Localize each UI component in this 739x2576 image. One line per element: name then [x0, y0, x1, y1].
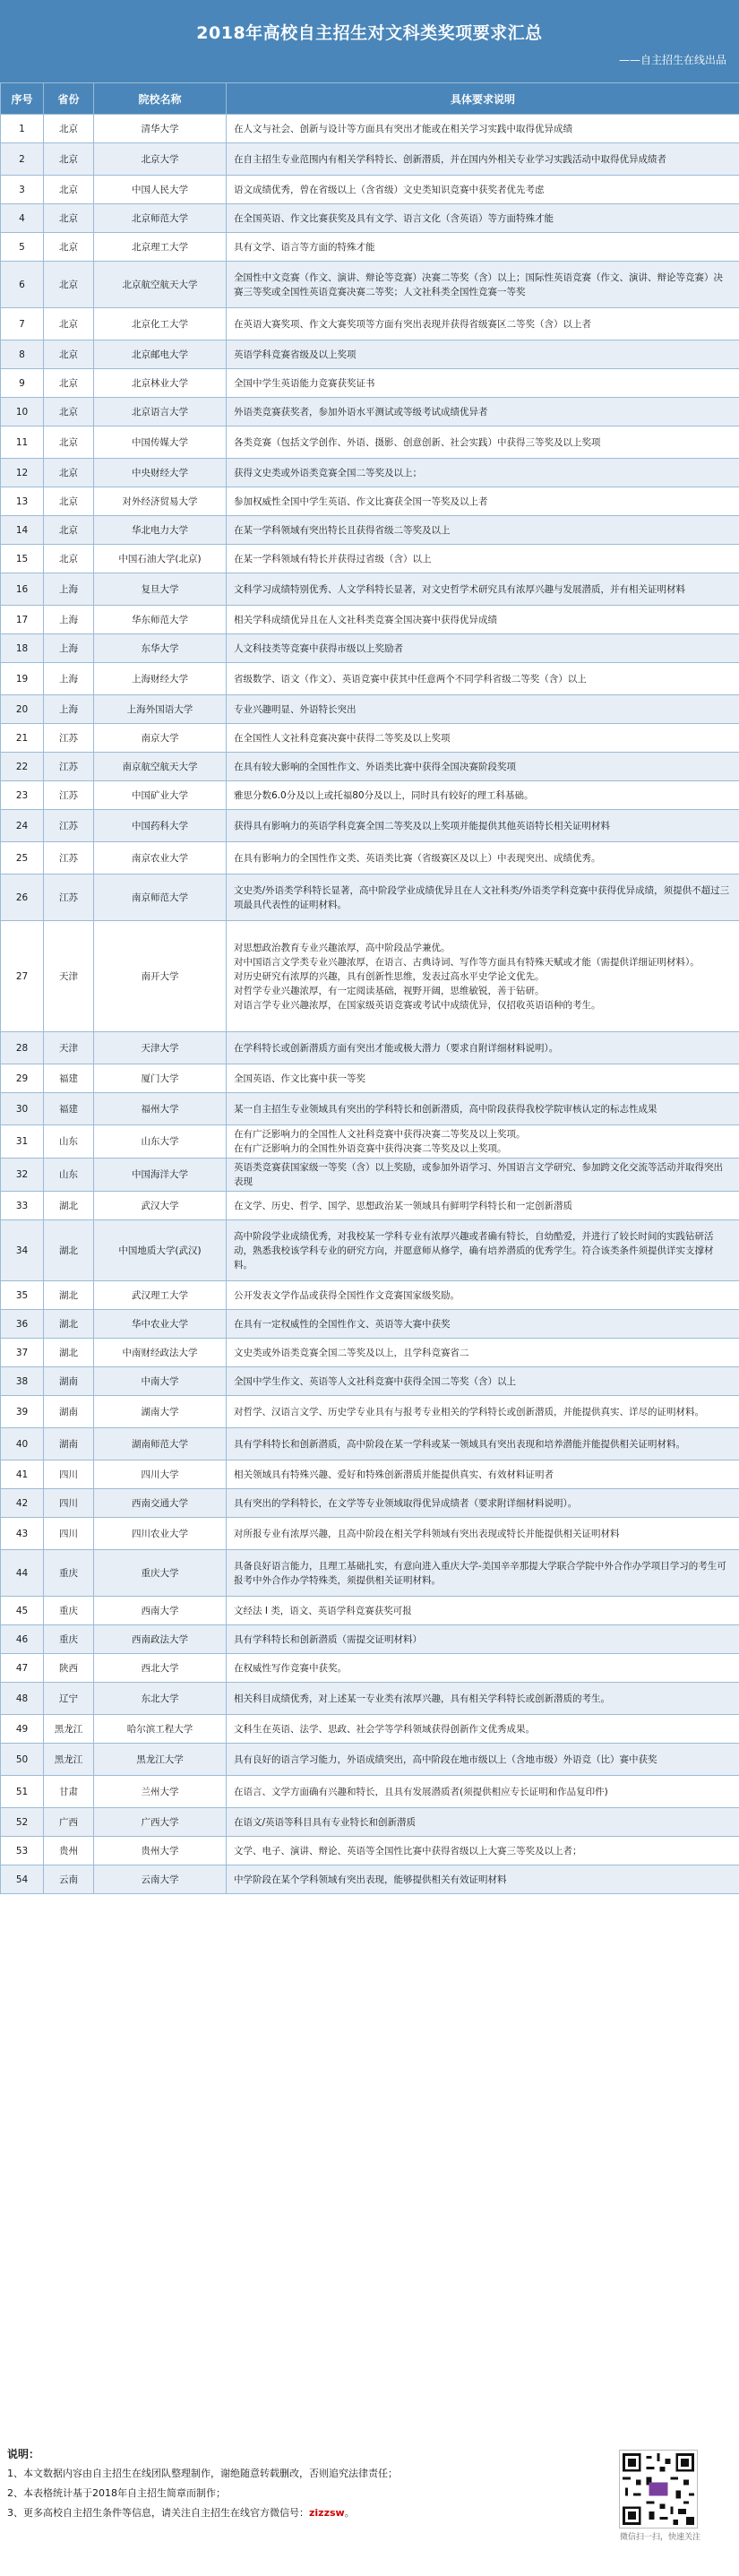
cell-requirement: 对哲学、汉语言文学、历史学专业具有与报考专业相关的学科特长或创新潜质，并能提供真实、详尽的证明材料。 — [227, 1396, 739, 1428]
cell-school: 贵州大学 — [94, 1837, 227, 1865]
cell-school: 西南交通大学 — [94, 1489, 227, 1518]
cell-requirement: 获得具有影响力的英语学科竞赛全国二等奖及以上奖项并能提供其他英语特长相关证明材料 — [227, 810, 739, 842]
cell-index: 35 — [1, 1281, 44, 1310]
cell-school: 上海外国语大学 — [94, 695, 227, 724]
cell-province: 北京 — [44, 487, 94, 516]
table-row — [1, 663, 739, 695]
cell-school: 中国人民大学 — [94, 176, 227, 204]
table-row — [1, 369, 739, 398]
cell-requirement: 英语类竞赛获国家级一等奖（含）以上奖励，或参加外语学习、外国语言文学研究、参加跨文化交流等活动并取得突出表现 — [227, 1159, 739, 1192]
cell-index: 52 — [1, 1808, 44, 1837]
cell-requirement: 文经法 I 类，语文、英语学科竞赛获奖可报 — [227, 1597, 739, 1625]
table-row — [1, 176, 739, 204]
note-item-text: 3、更多高校自主招生条件等信息，请关注自主招生在线官方微信号： — [7, 2507, 309, 2519]
note-item: 1、本文数据内容由自主招生在线团队整理制作，谢绝随意转载删改，否则追究法律责任； — [7, 2468, 398, 2479]
table-row — [1, 1367, 739, 1396]
cell-requirement: 某一自主招生专业领域具有突出的学科特长和创新潜质，高中阶段获得我校学院审核认定的标志性成果 — [227, 1093, 739, 1125]
cell-province: 黑龙江 — [44, 1715, 94, 1744]
table-row — [1, 1518, 739, 1550]
cell-province: 湖南 — [44, 1428, 94, 1460]
cell-school: 南京航空航天大学 — [94, 753, 227, 781]
cell-school: 哈尔滨工程大学 — [94, 1715, 227, 1744]
cell-province: 北京 — [44, 262, 94, 308]
cell-requirement: 全国性中文竞赛（作文、演讲、辩论等竞赛）决赛二等奖（含）以上；国际性英语竞赛（作文、演讲、辩论等竞赛）决赛三等奖或全国性英语竞赛决赛二等奖；人文社科类全国性竞赛一等奖 — [227, 262, 739, 308]
cell-school: 武汉大学 — [94, 1192, 227, 1220]
cell-index: 17 — [1, 606, 44, 634]
table-row — [1, 516, 739, 545]
cell-school: 清华大学 — [94, 115, 227, 143]
table-row — [1, 262, 739, 308]
cell-index: 28 — [1, 1032, 44, 1064]
cell-school: 北京林业大学 — [94, 369, 227, 398]
table-row — [1, 781, 739, 810]
cell-index: 12 — [1, 459, 44, 487]
notes-section — [0, 2437, 739, 2576]
cell-school: 中南财经政法大学 — [94, 1339, 227, 1367]
cell-province: 江苏 — [44, 874, 94, 921]
cell-province: 重庆 — [44, 1550, 94, 1597]
cell-index: 21 — [1, 724, 44, 753]
cell-index: 2 — [1, 143, 44, 176]
cell-province: 湖南 — [44, 1367, 94, 1396]
table-row — [1, 1192, 739, 1220]
requirements-table — [0, 82, 739, 1894]
cell-province: 湖北 — [44, 1220, 94, 1281]
cell-index: 23 — [1, 781, 44, 810]
qr-code-icon[interactable] — [619, 2450, 698, 2529]
table-row — [1, 874, 739, 921]
col-header-province: 省份 — [44, 83, 94, 115]
cell-school: 西南大学 — [94, 1597, 227, 1625]
table-row — [1, 1654, 739, 1683]
table-row — [1, 810, 739, 842]
note-item-suffix: 。 — [344, 2507, 355, 2519]
cell-index: 31 — [1, 1125, 44, 1159]
col-header-index: 序号 — [1, 83, 44, 115]
cell-index: 49 — [1, 1715, 44, 1744]
cell-school: 天津大学 — [94, 1032, 227, 1064]
cell-province: 湖北 — [44, 1339, 94, 1367]
cell-requirement: 在语言、文学方面确有兴趣和特长，且具有发展潜质者(须提供相应专长证明和作品复印件) — [227, 1776, 739, 1808]
cell-index: 18 — [1, 634, 44, 663]
cell-requirement: 具备良好语言能力，且理工基础扎实，有意向进入重庆大学-美国辛辛那提大学联合学院中外合作办学项目学习的考生可报考中外合作办学特殊类，须提供相关证明材料。 — [227, 1550, 739, 1597]
cell-requirement: 在某一学科领域有突出特长且获得省级二等奖及以上 — [227, 516, 739, 545]
cell-requirement: 在英语大赛奖项、作文大赛奖项等方面有突出表现并获得省级赛区二等奖（含）以上者 — [227, 308, 739, 340]
cell-school: 武汉理工大学 — [94, 1281, 227, 1310]
cell-requirement: 具有学科特长和创新潜质，高中阶段在某一学科或某一领域具有突出表现和培养潜能并能提供相关证明材料。 — [227, 1428, 739, 1460]
cell-school: 对外经济贸易大学 — [94, 487, 227, 516]
cell-school: 西南政法大学 — [94, 1625, 227, 1654]
cell-requirement: 全国英语、作文比赛中获一等奖 — [227, 1064, 739, 1093]
cell-province: 四川 — [44, 1460, 94, 1489]
cell-requirement: 全国中学生作文、英语等人文社科竞赛中获得全国二等奖（含）以上 — [227, 1367, 739, 1396]
cell-school: 中国传媒大学 — [94, 426, 227, 459]
table-row — [1, 1064, 739, 1093]
cell-school: 西北大学 — [94, 1654, 227, 1683]
cell-school: 中国矿业大学 — [94, 781, 227, 810]
cell-province: 江苏 — [44, 842, 94, 874]
cell-requirement: 具有突出的学科特长，在文学等专业领域取得优异成绩者（要求附详细材料说明）。 — [227, 1489, 739, 1518]
cell-requirement: 雅思分数6.0分及以上或托福80分及以上，同时具有较好的理工科基础。 — [227, 781, 739, 810]
cell-school: 中国药科大学 — [94, 810, 227, 842]
page-title: 2018年高校自主招生对文科类奖项要求汇总 — [196, 23, 543, 43]
table-row — [1, 1339, 739, 1367]
cell-requirement: 具有学科特长和创新潜质（需提交证明材料） — [227, 1625, 739, 1654]
cell-requirement: 全国中学生英语能力竞赛获奖证书 — [227, 369, 739, 398]
cell-index: 43 — [1, 1518, 44, 1550]
cell-requirement: 专业兴趣明显、外语特长突出 — [227, 695, 739, 724]
wechat-id: zizzsw — [309, 2507, 345, 2519]
cell-index: 44 — [1, 1550, 44, 1597]
cell-school: 北京语言大学 — [94, 398, 227, 426]
table-row — [1, 1125, 739, 1159]
table-row — [1, 143, 739, 176]
cell-province: 湖北 — [44, 1192, 94, 1220]
cell-province: 上海 — [44, 634, 94, 663]
cell-province: 黑龙江 — [44, 1744, 94, 1776]
table-row — [1, 308, 739, 340]
cell-school: 湖南师范大学 — [94, 1428, 227, 1460]
cell-province: 北京 — [44, 516, 94, 545]
cell-school: 复旦大学 — [94, 573, 227, 606]
cell-index: 20 — [1, 695, 44, 724]
col-header-requirement: 具体要求说明 — [227, 83, 739, 115]
cell-index: 45 — [1, 1597, 44, 1625]
cell-province: 湖北 — [44, 1281, 94, 1310]
cell-school: 南开大学 — [94, 921, 227, 1032]
table-row — [1, 233, 739, 262]
table-header-row — [1, 83, 739, 115]
cell-school: 南京农业大学 — [94, 842, 227, 874]
cell-province: 上海 — [44, 663, 94, 695]
cell-province: 江苏 — [44, 810, 94, 842]
table-row — [1, 1625, 739, 1654]
cell-requirement: 文学、电子、演讲、辩论、英语等全国性比赛中获得省级以上大赛三等奖及以上者； — [227, 1837, 739, 1865]
cell-index: 34 — [1, 1220, 44, 1281]
cell-requirement: 在全国性人文社科竞赛决赛中获得二等奖及以上奖项 — [227, 724, 739, 753]
cell-index: 27 — [1, 921, 44, 1032]
note-item — [7, 2505, 355, 2520]
cell-index: 11 — [1, 426, 44, 459]
cell-school: 北京邮电大学 — [94, 340, 227, 369]
table-row — [1, 1865, 739, 1894]
cell-requirement: 具有良好的语言学习能力，外语成绩突出，高中阶段在地市级以上（含地市级）外语竞（比）赛中获奖 — [227, 1744, 739, 1776]
cell-province: 上海 — [44, 606, 94, 634]
cell-school: 兰州大学 — [94, 1776, 227, 1808]
cell-school: 北京理工大学 — [94, 233, 227, 262]
cell-province: 山东 — [44, 1125, 94, 1159]
cell-province: 北京 — [44, 204, 94, 233]
cell-requirement: 在文学、历史、哲学、国学、思想政治某一领域具有鲜明学科特长和一定创新潜质 — [227, 1192, 739, 1220]
cell-province: 云南 — [44, 1865, 94, 1894]
cell-school: 北京大学 — [94, 143, 227, 176]
cell-requirement: 语文成绩优秀，曾在省级以上（含省级）文史类知识竞赛中获奖者优先考虑 — [227, 176, 739, 204]
header-banner — [0, 0, 739, 82]
cell-index: 37 — [1, 1339, 44, 1367]
cell-school: 山东大学 — [94, 1125, 227, 1159]
cell-index: 3 — [1, 176, 44, 204]
cell-province: 广西 — [44, 1808, 94, 1837]
cell-school: 上海财经大学 — [94, 663, 227, 695]
cell-province: 湖北 — [44, 1310, 94, 1339]
cell-school: 中国地质大学(武汉) — [94, 1220, 227, 1281]
cell-index: 26 — [1, 874, 44, 921]
cell-province: 上海 — [44, 695, 94, 724]
table-row — [1, 1744, 739, 1776]
table-row — [1, 1776, 739, 1808]
cell-requirement: 在人文与社会、创新与设计等方面具有突出才能或在相关学习实践中取得优异成绩 — [227, 115, 739, 143]
table-row — [1, 1460, 739, 1489]
cell-index: 36 — [1, 1310, 44, 1339]
cell-province: 北京 — [44, 115, 94, 143]
cell-requirement: 在语文/英语等科目具有专业特长和创新潜质 — [227, 1808, 739, 1837]
cell-index: 51 — [1, 1776, 44, 1808]
cell-province: 江苏 — [44, 724, 94, 753]
cell-index: 14 — [1, 516, 44, 545]
cell-province: 天津 — [44, 921, 94, 1032]
cell-school: 广西大学 — [94, 1808, 227, 1837]
cell-requirement: 文科生在英语、法学、思政、社会学等学科领域获得创新作文优秀成果。 — [227, 1715, 739, 1744]
cell-index: 24 — [1, 810, 44, 842]
cell-index: 46 — [1, 1625, 44, 1654]
cell-province: 甘肃 — [44, 1776, 94, 1808]
cell-requirement: 在权威性写作竞赛中获奖。 — [227, 1654, 739, 1683]
table-row — [1, 115, 739, 143]
table-row — [1, 545, 739, 573]
col-header-school: 院校名称 — [94, 83, 227, 115]
cell-province: 天津 — [44, 1032, 94, 1064]
cell-requirement: 在具有影响力的全国性作文类、英语类比赛（省级赛区及以上）中表现突出、成绩优秀。 — [227, 842, 739, 874]
cell-school: 华东师范大学 — [94, 606, 227, 634]
cell-index: 9 — [1, 369, 44, 398]
cell-school: 南京大学 — [94, 724, 227, 753]
table-row — [1, 340, 739, 369]
table-row — [1, 1310, 739, 1339]
table-row — [1, 1715, 739, 1744]
cell-index: 7 — [1, 308, 44, 340]
table-row — [1, 753, 739, 781]
cell-school: 华北电力大学 — [94, 516, 227, 545]
cell-index: 39 — [1, 1396, 44, 1428]
cell-index: 32 — [1, 1159, 44, 1192]
cell-index: 25 — [1, 842, 44, 874]
cell-school: 北京师范大学 — [94, 204, 227, 233]
table-row — [1, 1428, 739, 1460]
cell-requirement: 外语类竞赛获奖者，参加外语水平测试或等级考试成绩优异者 — [227, 398, 739, 426]
table-row — [1, 426, 739, 459]
source-credit: ——自主招生在线出品 — [618, 54, 726, 66]
table-row — [1, 1683, 739, 1715]
table-row — [1, 204, 739, 233]
cell-school: 东北大学 — [94, 1683, 227, 1715]
cell-requirement: 文科学习成绩特别优秀、人文学科特长显著，对文史哲学术研究具有浓厚兴趣与发展潜质，并有相关证明材料 — [227, 573, 739, 606]
table-row — [1, 921, 739, 1032]
cell-requirement: 参加权威性全国中学生英语、作文比赛获全国一等奖及以上者 — [227, 487, 739, 516]
cell-requirement: 在全国英语、作文比赛获奖及具有文学、语言文化（含英语）等方面特殊才能 — [227, 204, 739, 233]
cell-requirement: 人文科技类等竞赛中获得市级以上奖励者 — [227, 634, 739, 663]
cell-province: 湖南 — [44, 1396, 94, 1428]
cell-school: 东华大学 — [94, 634, 227, 663]
cell-province: 北京 — [44, 369, 94, 398]
cell-province: 贵州 — [44, 1837, 94, 1865]
table-row — [1, 724, 739, 753]
cell-province: 北京 — [44, 398, 94, 426]
cell-school: 华中农业大学 — [94, 1310, 227, 1339]
cell-index: 13 — [1, 487, 44, 516]
cell-index: 50 — [1, 1744, 44, 1776]
cell-school: 北京化工大学 — [94, 308, 227, 340]
table-row — [1, 1159, 739, 1192]
cell-province: 福建 — [44, 1093, 94, 1125]
table-row — [1, 1837, 739, 1865]
cell-province: 陕西 — [44, 1654, 94, 1683]
table-row — [1, 487, 739, 516]
table-row — [1, 842, 739, 874]
cell-school: 重庆大学 — [94, 1550, 227, 1597]
note-item: 2、本表格统计基于2018年自主招生简章而制作； — [7, 2487, 226, 2499]
table-row — [1, 634, 739, 663]
cell-index: 15 — [1, 545, 44, 573]
cell-requirement: 具有文学、语言等方面的特殊才能 — [227, 233, 739, 262]
cell-province: 北京 — [44, 233, 94, 262]
cell-index: 53 — [1, 1837, 44, 1865]
cell-index: 29 — [1, 1064, 44, 1093]
cell-school: 中央财经大学 — [94, 459, 227, 487]
cell-requirement: 相关学科成绩优异且在人文社科类竞赛全国决赛中获得优异成绩 — [227, 606, 739, 634]
cell-province: 上海 — [44, 573, 94, 606]
cell-school: 厦门大学 — [94, 1064, 227, 1093]
table-body — [1, 115, 739, 1894]
cell-school: 南京师范大学 — [94, 874, 227, 921]
table-row — [1, 1093, 739, 1125]
cell-school: 四川农业大学 — [94, 1518, 227, 1550]
cell-index: 40 — [1, 1428, 44, 1460]
table-row — [1, 1550, 739, 1597]
cell-index: 38 — [1, 1367, 44, 1396]
cell-province: 四川 — [44, 1489, 94, 1518]
cell-requirement: 各类竞赛（包括文学创作、外语、摄影、创意创新、社会实践）中获得三等奖及以上奖项 — [227, 426, 739, 459]
cell-requirement: 在某一学科领域有特长并获得过省级（含）以上 — [227, 545, 739, 573]
cell-requirement: 获得文史类或外语类竞赛全国二等奖及以上； — [227, 459, 739, 487]
table-row — [1, 398, 739, 426]
table-row — [1, 1396, 739, 1428]
cell-province: 江苏 — [44, 753, 94, 781]
cell-school: 湖南大学 — [94, 1396, 227, 1428]
cell-requirement: 公开发表文学作品或获得全国性作文竞赛国家级奖励。 — [227, 1281, 739, 1310]
cell-index: 8 — [1, 340, 44, 369]
cell-province: 北京 — [44, 459, 94, 487]
cell-index: 10 — [1, 398, 44, 426]
cell-province: 四川 — [44, 1518, 94, 1550]
table-row — [1, 459, 739, 487]
cell-province: 江苏 — [44, 781, 94, 810]
cell-province: 北京 — [44, 176, 94, 204]
cell-province: 重庆 — [44, 1625, 94, 1654]
cell-school: 云南大学 — [94, 1865, 227, 1894]
cell-index: 54 — [1, 1865, 44, 1894]
cell-province: 山东 — [44, 1159, 94, 1192]
cell-index: 5 — [1, 233, 44, 262]
cell-requirement: 在有广泛影响力的全国性人文社科竞赛中获得决赛二等奖及以上奖项。 在有广泛影响力的全国性外语竞赛中获得决赛二等奖及以上奖项。 — [227, 1125, 739, 1159]
table-row — [1, 1281, 739, 1310]
cell-requirement: 省级数学、语文（作文）、英语竞赛中获其中任意两个不同学科省级二等奖（含）以上 — [227, 663, 739, 695]
cell-province: 北京 — [44, 143, 94, 176]
table-row — [1, 1489, 739, 1518]
cell-school: 中国海洋大学 — [94, 1159, 227, 1192]
cell-requirement: 在学科特长或创新潜质方面有突出才能或极大潜力（要求自附详细材料说明）。 — [227, 1032, 739, 1064]
cell-school: 黑龙江大学 — [94, 1744, 227, 1776]
cell-requirement: 对所报专业有浓厚兴趣，且高中阶段在相关学科领域有突出表现或特长并能提供相关证明材料 — [227, 1518, 739, 1550]
cell-requirement: 文史类/外语类学科特长显著，高中阶段学业成绩优异且在人文社科类/外语类学科竞赛中获得优异成绩，须提供不超过三项最具代表性的证明材料。 — [227, 874, 739, 921]
cell-province: 福建 — [44, 1064, 94, 1093]
cell-province: 北京 — [44, 340, 94, 369]
cell-province: 辽宁 — [44, 1683, 94, 1715]
cell-province: 北京 — [44, 426, 94, 459]
cell-school: 中南大学 — [94, 1367, 227, 1396]
cell-index: 22 — [1, 753, 44, 781]
table-row — [1, 606, 739, 634]
cell-requirement: 在具有较大影响的全国性作文、外语类比赛中获得全国决赛阶段奖项 — [227, 753, 739, 781]
cell-index: 48 — [1, 1683, 44, 1715]
cell-province: 重庆 — [44, 1597, 94, 1625]
cell-index: 47 — [1, 1654, 44, 1683]
cell-index: 41 — [1, 1460, 44, 1489]
cell-requirement: 高中阶段学业成绩优秀，对我校某一学科专业有浓厚兴趣或者确有特长，自幼酷爱，并进行了较长时间的实践钻研活动，熟悉我校该学科专业的研究方向，并愿意师从修学，确有培养潜质的优秀学生。符合该类条件须提供详实支撑材料。 — [227, 1220, 739, 1281]
cell-school: 四川大学 — [94, 1460, 227, 1489]
table-row — [1, 1032, 739, 1064]
cell-index: 30 — [1, 1093, 44, 1125]
cell-requirement: 相关科目成绩优秀，对上述某一专业类有浓厚兴趣，具有相关学科特长或创新潜质的考生。 — [227, 1683, 739, 1715]
cell-index: 19 — [1, 663, 44, 695]
cell-index: 1 — [1, 115, 44, 143]
qr-caption: 微信扫一扫，快速关注 — [619, 2533, 700, 2542]
cell-index: 4 — [1, 204, 44, 233]
table-row — [1, 573, 739, 606]
table-row — [1, 1808, 739, 1837]
cell-requirement: 中学阶段在某个学科领域有突出表现，能够提供相关有效证明材料 — [227, 1865, 739, 1894]
cell-province: 北京 — [44, 545, 94, 573]
cell-index: 42 — [1, 1489, 44, 1518]
cell-requirement: 在自主招生专业范围内有相关学科特长、创新潜质，并在国内外相关专业学习实践活动中取得优异成绩者 — [227, 143, 739, 176]
cell-province: 北京 — [44, 308, 94, 340]
cell-index: 16 — [1, 573, 44, 606]
cell-requirement: 对思想政治教育专业兴趣浓厚，高中阶段品学兼优。 对中国语言文学类专业兴趣浓厚，在语言、古典诗词、写作等方面具有特殊天赋或才能（需提供详细证明材料）。 对历史研究有浓厚的兴趣，具有创新性思维，发表过高水平史学论文优先。 对哲学专业兴趣浓厚，有一定阅读基础，视野开阔，思维敏锐，善于钻研。 对语言学专业兴趣浓厚，在国家级英语竞赛或考试中成绩优异，仅招收英语语种的考生。 — [227, 921, 739, 1032]
cell-school: 中国石油大学(北京) — [94, 545, 227, 573]
table-row — [1, 695, 739, 724]
cell-requirement: 英语学科竞赛省级及以上奖项 — [227, 340, 739, 369]
cell-index: 33 — [1, 1192, 44, 1220]
cell-requirement: 相关领域具有特殊兴趣、爱好和特殊创新潜质并能提供真实、有效材料证明者 — [227, 1460, 739, 1489]
table-row — [1, 1597, 739, 1625]
cell-school: 北京航空航天大学 — [94, 262, 227, 308]
cell-index: 6 — [1, 262, 44, 308]
cell-requirement: 文史类或外语类竞赛全国二等奖及以上，且学科竞赛省二 — [227, 1339, 739, 1367]
cell-requirement: 在具有一定权威性的全国性作文、英语等大赛中获奖 — [227, 1310, 739, 1339]
cell-school: 福州大学 — [94, 1093, 227, 1125]
table-row — [1, 1220, 739, 1281]
notes-title: 说明： — [7, 2448, 40, 2460]
